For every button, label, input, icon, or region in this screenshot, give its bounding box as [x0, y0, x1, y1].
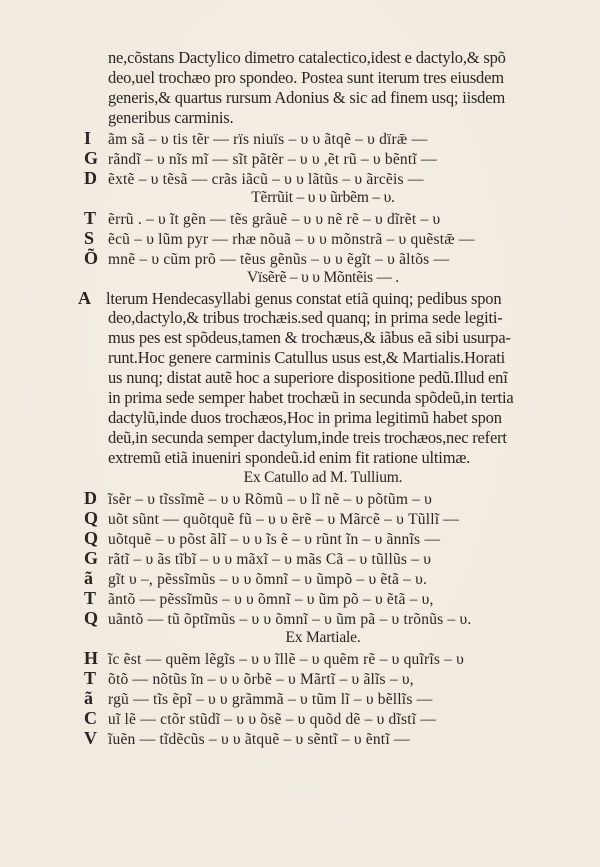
verse-text: ĩuẽn –– tĩdẽcũs – υ υ ãtquẽ – υ sẽntĩ – υ ẽntĩ ––: [108, 731, 410, 748]
verse-line: [78, 228, 548, 248]
verse-text: gĩt υ –, pẽssĩmũs – υ υ õmnĩ – υ ũmpõ – υ ẽtã – υ.: [108, 571, 428, 588]
verse-line: [78, 648, 548, 668]
verse-initial: T: [84, 668, 96, 688]
verse-text: ẽrrũ . – υ ĩt gẽn –– tẽs grãuẽ – υ υ nẽ rẽ – υ dĩrẽt – υ: [108, 211, 441, 228]
verse-initial: I: [84, 128, 91, 148]
verse-text: ãntõ –– pẽssĩmũs – υ υ õmnĩ – υ ũm põ – υ ẽtã – υ,: [108, 591, 434, 608]
text-line: generis,& quartus rursum Adonius & sic ad finem usq; iisdem: [108, 88, 505, 107]
verse-initial: Õ: [84, 248, 98, 268]
verse-line: [78, 508, 548, 528]
text-line: deũ,in secunda semper dactylum,inde treis trochæos,nec refert: [108, 428, 507, 447]
verse-adonic-line: Vïsẽrẽ – υ υ Mõntẽis –– .: [247, 269, 399, 286]
verse-text: uĩ lẽ –– ctõr stũdĩ – υ υ õsẽ – υ quõd dẽ – υ dĩstĩ ––: [108, 711, 437, 728]
verse-initial: T: [84, 208, 96, 228]
verse-line: [78, 208, 548, 228]
verse-line: [78, 588, 548, 608]
verse-initial: H: [84, 648, 98, 668]
text-line: deo,uel trochæo pro spondeo. Postea sunt iterum tres eiusdem: [108, 68, 504, 87]
text-line: in prima sede semper habet trochæũ in secunda spõdeũ,in tertia: [108, 388, 514, 407]
text-line: runt.Hoc genere carminis Catullus usus est,& Martialis.Horati: [108, 348, 506, 367]
verse-initial: D: [84, 168, 97, 188]
text-line: us nunq; distat autẽ hoc a superiore dispositione pedũ.Illud enĩ: [108, 368, 508, 387]
verse-text: rgũ –– tĩs ẽpĩ – υ υ grãmmã – υ tũm lĩ – υ bẽllĩs ––: [108, 691, 433, 708]
verse-text: ĩsẽr – υ tĩssĩmẽ – υ υ Rõmũ – υ lĩ nẽ – υ põtũm – υ: [108, 491, 433, 508]
verse-initial: D: [84, 488, 97, 508]
verse-initial: Q: [84, 528, 98, 548]
verse-line: [78, 488, 548, 508]
verse-text: ẽcũ – υ lũm pyr –– rhæ nõuã – υ υ mõnstrã – υ quẽstǣ ––: [108, 231, 475, 248]
verse-text: uõt sũnt –– quõtquẽ fũ – υ υ ẽrẽ – υ Mãrcẽ – υ Tũllĩ ––: [108, 511, 460, 528]
verse-text: uãntõ –– tũ õptĩmũs – υ υ õmnĩ – υ ũm pã – υ trõnũs – υ.: [108, 611, 472, 628]
verse-line: [78, 668, 548, 688]
text-line: dactylũ,inde duos trochæos,Hoc in prima legitimũ habet spon: [108, 408, 502, 427]
verse-initial: Q: [84, 508, 98, 528]
verse-initial: G: [84, 148, 98, 168]
verse-line: [78, 568, 548, 588]
verse-text: rãndĩ – υ nĩs mĩ –– sĩt pãtẽr – υ υ ,ẽt rũ – υ bẽntĩ ––: [108, 151, 437, 168]
text-line: [78, 288, 548, 308]
text-line: mus pes est spõdeus,tamen & trochæus,& iãbus eã sibi usurpa-: [108, 328, 511, 347]
verse-line: [78, 688, 548, 708]
verse-initial: ã: [84, 688, 93, 708]
verse-line: [78, 248, 548, 268]
verse-initial: C: [84, 708, 97, 728]
verse-initial: Q: [84, 608, 98, 628]
text-line-content: lterum Hendecasyllabi genus constat etiã quinq; pedibus spon: [106, 289, 502, 308]
verse-initial: G: [84, 548, 98, 568]
paragraph-initial: A: [78, 288, 91, 308]
text-line: extremũ etiã inueniri spondeũ.id enim fit ratione ultimæ.: [108, 448, 471, 467]
verse-initial: T: [84, 588, 96, 608]
verse-line: [78, 148, 548, 168]
verse-line: [78, 128, 548, 148]
verse-text: mnẽ – υ cũm prõ –– tẽus gẽnũs – υ υ ẽgĩt – υ ãltõs ––: [108, 251, 450, 268]
verse-text: ãm sã – υ tis tẽr –– rïs niuïs – υ υ ãtqẽ – υ dïrǣ ––: [108, 131, 428, 148]
verse-line: [78, 728, 548, 748]
verse-initial: ã: [84, 568, 93, 588]
verse-line: [78, 548, 548, 568]
verse-line: [78, 528, 548, 548]
text-line: generibus carminis.: [108, 108, 234, 127]
verse-initial: S: [84, 228, 94, 248]
verse-text: ĩc ẽst –– quẽm lẽgĩs – υ υ ĩllẽ – υ quẽm rẽ – υ quĩrĩs – υ: [108, 651, 465, 668]
verse-line: [78, 608, 548, 628]
verse-adonic-line: Tẽrrũit – υ υ ũrbẽm – υ.: [251, 189, 395, 206]
verse-text: õtõ –– nõtũs ĩn – υ υ õrbẽ – υ Mãrtĩ – υ ãlĩs – υ,: [108, 671, 414, 688]
text-line: deo,dactylo,& tribus trochæis.sed quanq; in prima sede legiti-: [108, 308, 503, 327]
verse-text: rãtĩ – υ ãs tĩbĩ – υ υ mãxĩ – υ mãs Cã – υ tũllũs – υ: [108, 551, 432, 568]
verse-text: ẽxtẽ – υ tẽsã –– crãs iãcũ – υ υ lãtũs – υ ãrcẽis ––: [108, 171, 424, 188]
verse-text: uõtquẽ – υ põst ãlĩ – υ υ ĩs ẽ – υ rũnt ĩn – υ ãnnĩs ––: [108, 531, 441, 548]
verse-initial: V: [84, 728, 97, 748]
text-block: [78, 48, 548, 748]
section-heading: Ex Catullo ad M. Tullium.: [243, 469, 403, 486]
section-heading: Ex Martiale.: [285, 629, 361, 646]
verse-line: [78, 168, 548, 188]
text-line: ne,cõstans Dactylico dimetro catalectico,idest e dactylo,& spõ: [108, 48, 506, 67]
verse-line: [78, 708, 548, 728]
